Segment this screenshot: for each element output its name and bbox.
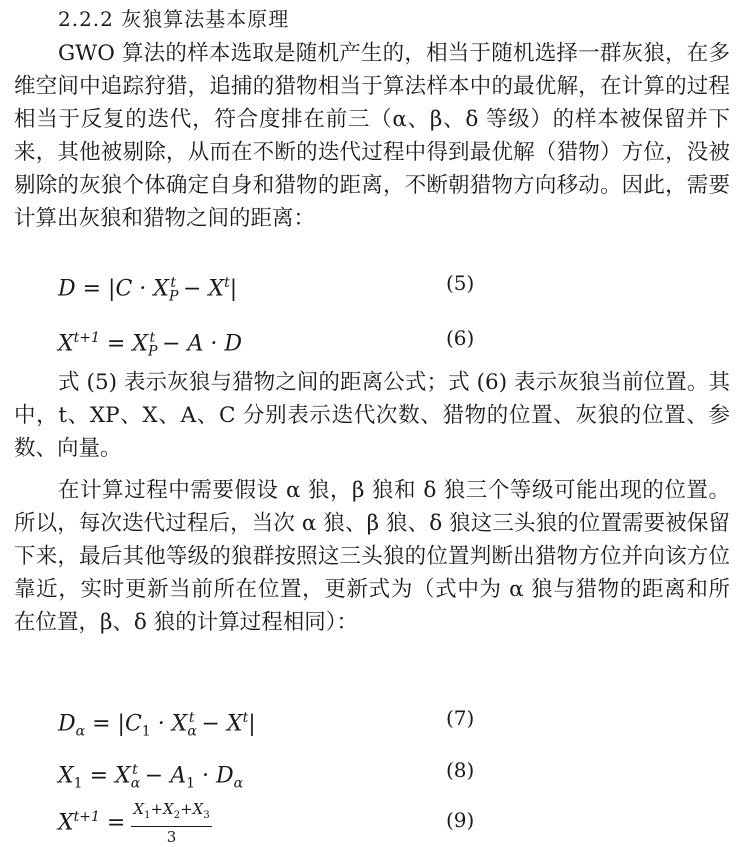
- equation-9: $X^{t+1}$ = $\frac{X_1+X_2+X_3}{3}$: [58, 800, 210, 846]
- equation-7-number: (7): [446, 706, 475, 730]
- equation-5: $D = |C \cdot X_P^t - X^t|$: [58, 275, 238, 305]
- paragraph-explanation: 式 (5) 表示灰狼与猎物之间的距离公式；式 (6) 表示灰狼当前位置。其中，t、XP、X、A、C 分别表示迭代次数、猎物的位置、灰狼的位置、参数、向量。: [14, 370, 730, 461]
- equation-8: $X_1 = X_\alpha^t - A_1 \cdot D_\alpha$: [58, 762, 244, 792]
- equation-7: $D_\alpha = |C_1 \cdot X_\alpha^t - X^t|$: [58, 710, 256, 740]
- paragraph-update-rule: 在计算过程中需要假设 α 狼，β 狼和 δ 狼三个等级可能出现的位置。所以，每次迭代过程后，当次 α 狼、β 狼、δ 狼这三头狼的位置需要被保留下来，最后其他等级的狼群按照这三头狼的位置判断出猎物方位并向该方位靠近，实时更新当前所在位置，更新式为（式中为 α 狼与猎物的距离和所在位置，β、δ 狼的计算过程相同）：: [14, 478, 730, 635]
- equation-9-number: (9): [446, 808, 475, 832]
- equation-5-number: (5): [446, 271, 475, 295]
- fraction-denominator: 3: [166, 828, 177, 846]
- equation-6: $X^{t+1} = X_P^t - A \cdot D$: [58, 330, 243, 360]
- fraction: $\frac{X_1+X_2+X_3}{3}$: [133, 800, 210, 846]
- section-heading: 2.2.2 灰狼算法基本原理: [58, 7, 290, 31]
- paragraph-intro: GWO 算法的样本选取是随机产生的，相当于随机选择一群灰狼，在多维空间中追踪狩猎，追捕的猎物相当于算法样本中的最优解，在计算的过程相当于反复的迭代，符合度排在前三（α、β、δ 等级）的样本被保留并下来，其他被剔除，从而在不断的迭代过程中得到最优解（猎物）方位，没被剔除的灰狼个体确定自身和猎物的距离，不断朝猎物方向移动。因此，需要计算出灰狼和猎物之间的距离：: [14, 41, 730, 231]
- equation-8-number: (8): [446, 758, 475, 782]
- equation-6-number: (6): [446, 326, 475, 350]
